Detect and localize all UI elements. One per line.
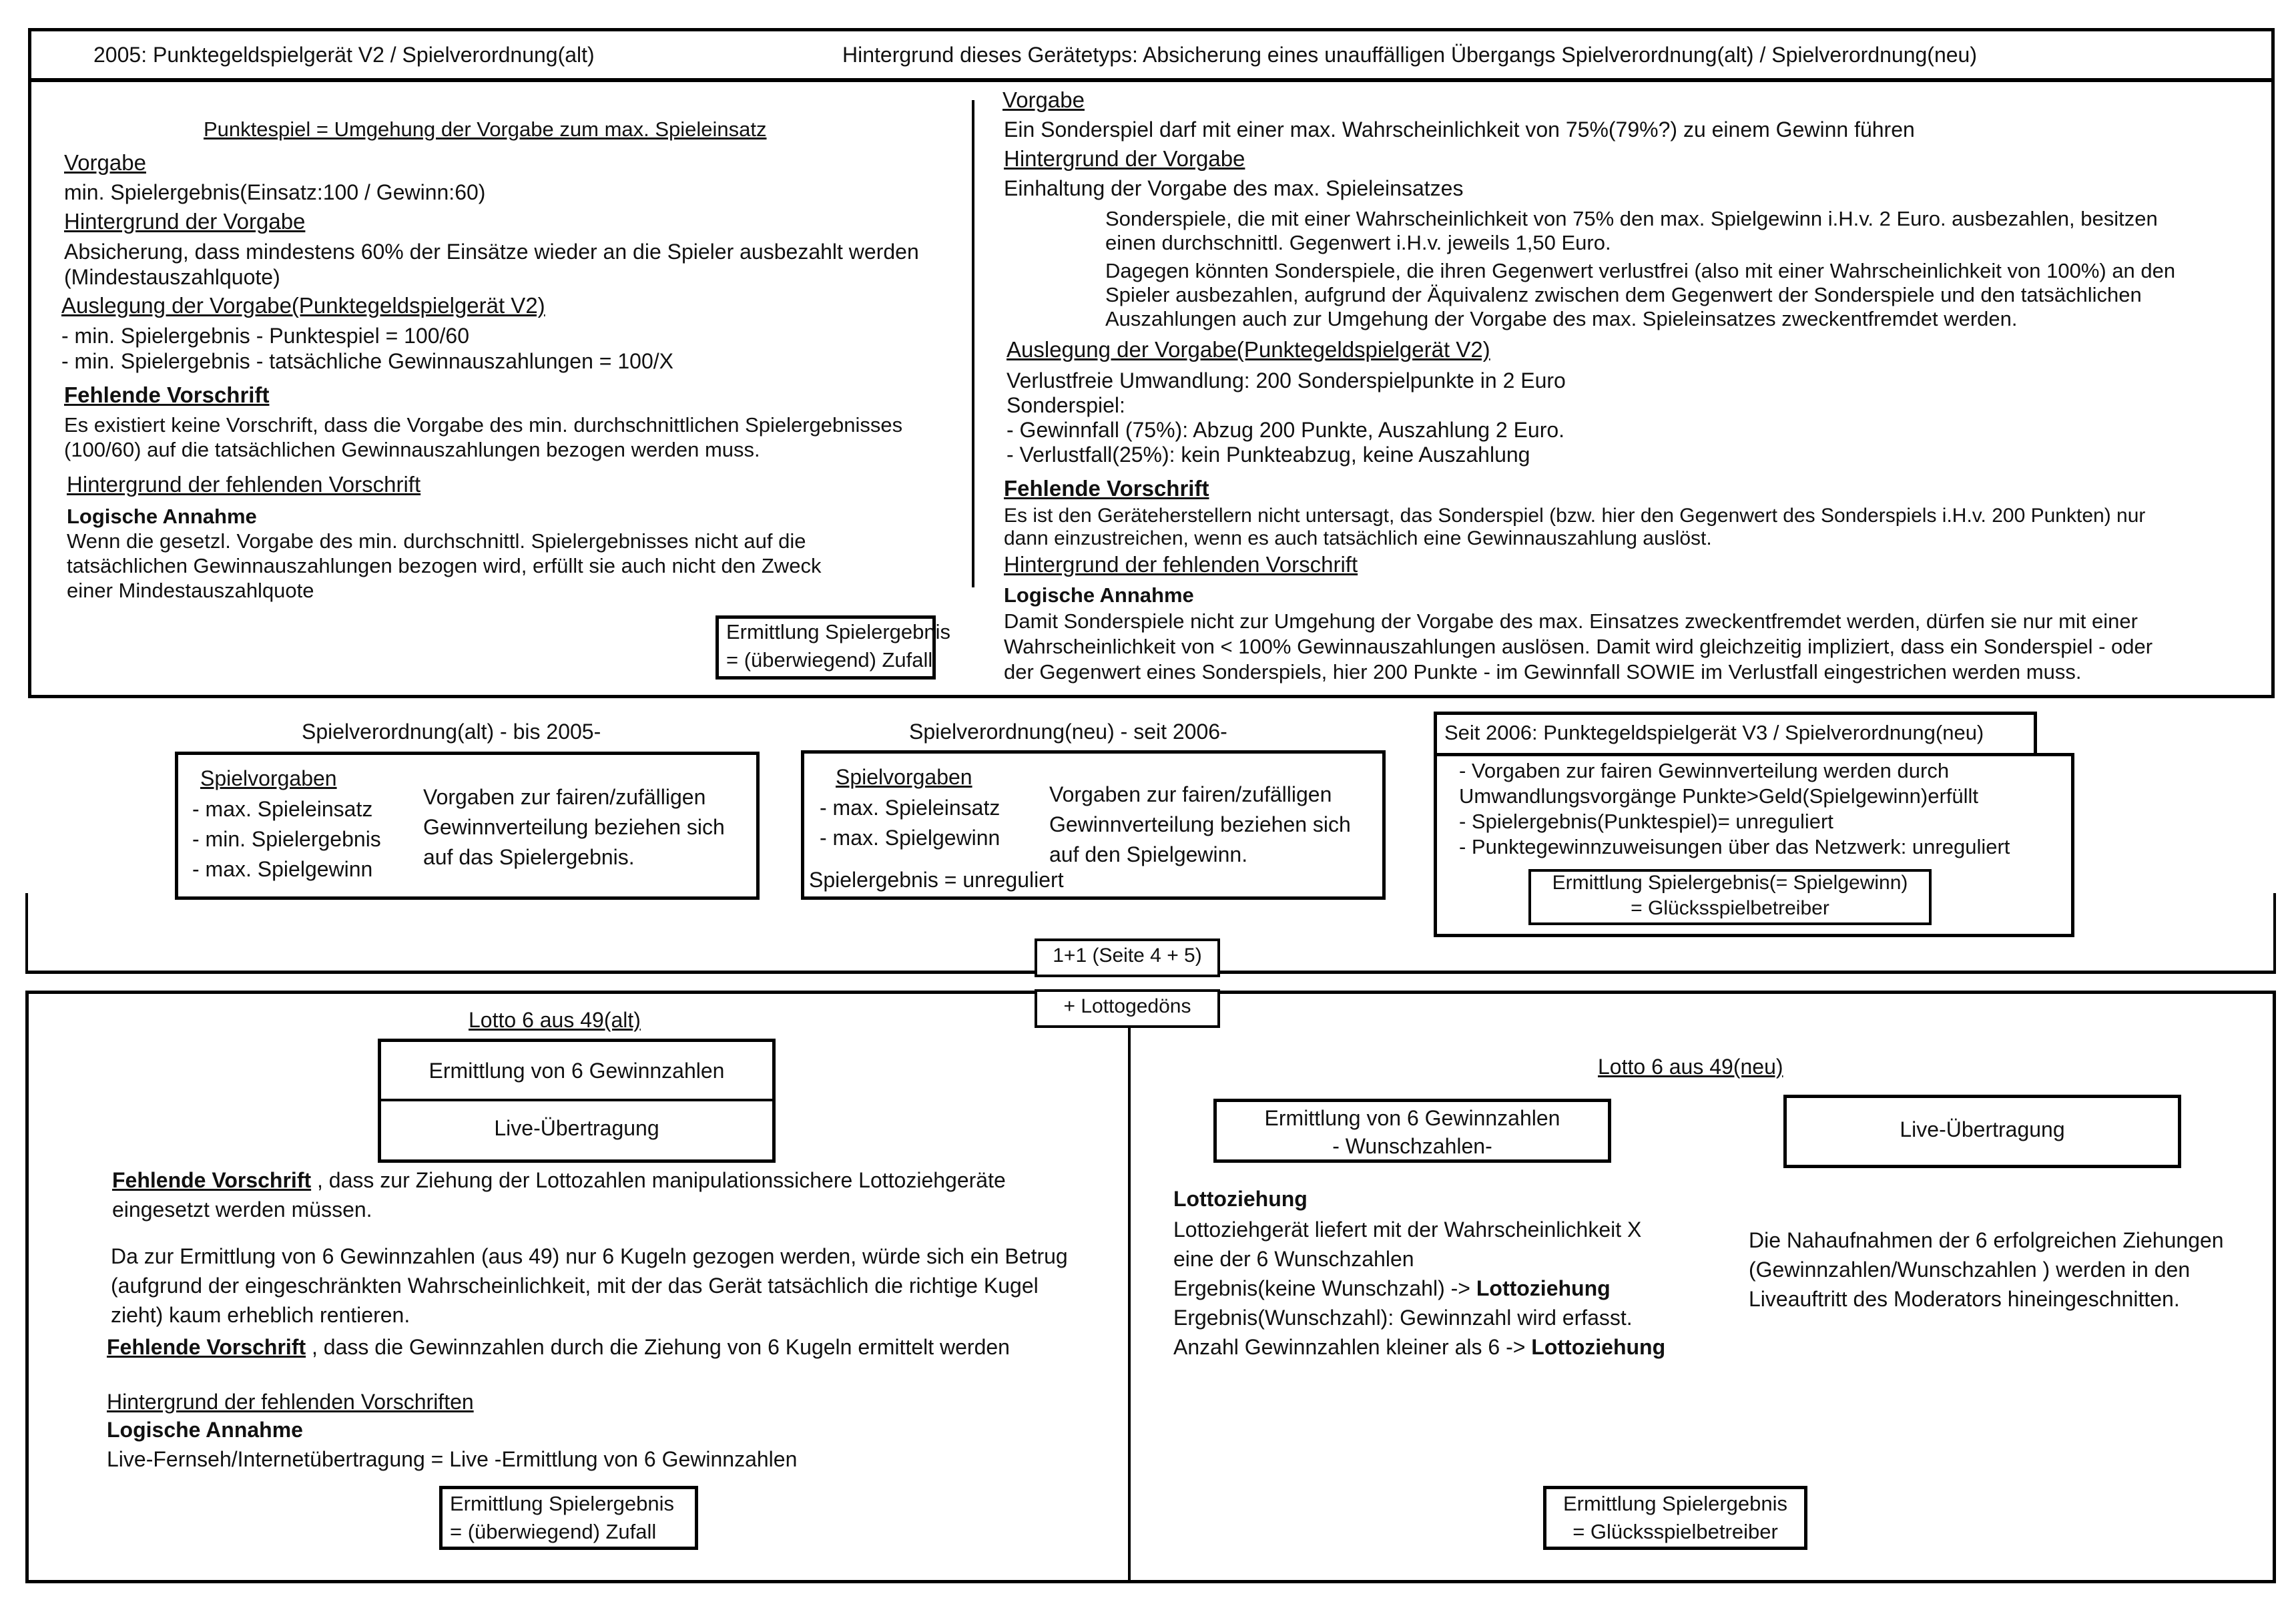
top-right-indent-1: Sonderspiele, die mit einer Wahrscheinlichkeit von 75% den max. Spielgewinn i.H.v. 2 Euro. ausbezahlen, besitzen einen durchschnittl. Gegenwert i.H.v. jeweils 1,50 Euro.	[1105, 207, 2158, 254]
v3-title: Seit 2006: Punktegeldspielgerät V3 / Spielverordnung(neu)	[1444, 721, 1984, 744]
alt-note: Vorgaben zur fairen/zufälligen Gewinnverteilung beziehen sich auf das Spielergebnis.	[423, 785, 725, 869]
lotto-alt-fehlende-2-bold: Fehlende Vorschrift	[107, 1335, 306, 1359]
top-left-fehlende-heading: Fehlende Vorschrift	[64, 382, 270, 407]
top-left-ermittlung-text: Ermittlung Spielergebnis = (überwiegend) Zufall	[726, 620, 951, 672]
lotto-neu-box-1-text: Ermittlung von 6 Gewinnzahlen - Wunschzahlen-	[1264, 1106, 1560, 1158]
alt-heading: Spielvorgaben	[200, 766, 337, 790]
lotto-alt-fehlende-1-bold: Fehlende Vorschrift	[112, 1168, 312, 1192]
lotto-neu-line-5	[1173, 1335, 1665, 1359]
top-left-auslegung-text: - min. Spielergebnis - Punktespiel = 100/60 - min. Spielergebnis - tatsächliche Gewinnauszahlungen = 100/X	[61, 324, 673, 373]
top-left-logische-text: Wenn die gesetzl. Vorgabe des min. durchschnittl. Spielergebnisses nicht auf die tatsächlichen Gewinnauszahlungen bezogen wird, erfüllt sie auch nicht den Zweck einer Mindestauszahlquote	[67, 529, 822, 602]
top-header-right: Hintergrund dieses Gerätetyps: Absicherung eines unauffälligen Übergangs Spielverordnung(alt) / Spielverordnung(neu)	[842, 43, 1977, 67]
lotto-neu-side-note: Die Nahaufnahmen der 6 erfolgreichen Ziehungen (Gewinnzahlen/Wunschzahlen ) werden in den Liveauftritt des Moderators hineingeschnitten.	[1749, 1228, 2224, 1311]
top-right-auslegung-text: Verlustfreie Umwandlung: 200 Sonderspielpunkte in 2 Euro Sonderspiel: - Gewinnfall (75%): Abzug 200 Punkte, Auszahlung 2 Euro. - Verlustfall(25%): kein Punkteabzug, keine Auszahlung	[1007, 368, 1566, 467]
connector-2: + Lottogedöns	[1063, 995, 1191, 1017]
top-right-vorgabe-heading: Vorgabe	[1002, 87, 1085, 112]
neu-note: Vorgaben zur fairen/zufälligen Gewinnverteilung beziehen sich auf den Spielgewinn.	[1049, 782, 1351, 866]
connector-1: 1+1 (Seite 4 + 5)	[1053, 945, 1202, 967]
bottom-divider	[1128, 1028, 1131, 1583]
neu-heading: Spielvorgaben	[836, 765, 972, 789]
v3-items: - Vorgaben zur fairen Gewinnverteilung werden durch Umwandlungsvorgänge Punkte>Geld(Spielgewinn)erfüllt - Spielergebnis(Punktespiel)= unreguliert - Punktegewinnzuweisungen über das Netzwerk: unreguliert	[1459, 759, 2010, 858]
top-right-hfv-heading: Hintergrund der fehlenden Vorschrift	[1004, 552, 1358, 577]
lotto-neu-ermittlung: Ermittlung Spielergebnis = Glücksspielbetreiber	[1562, 1492, 1787, 1543]
top-right-fehlende-heading: Fehlende Vorschrift	[1004, 476, 1209, 501]
top-right-logische-heading: Logische Annahme	[1004, 583, 1194, 607]
lotto-alt-logische-text: Live-Fernseh/Internetübertragung = Live -Ermittlung von 6 Gewinnzahlen	[107, 1447, 798, 1471]
lotto-alt-fehlende-2	[107, 1335, 1010, 1359]
lotto-alt-title: Lotto 6 aus 49(alt)	[469, 1008, 641, 1032]
lotto-neu-line-5-text: Anzahl Gewinnzahlen kleiner als 6 ->	[1173, 1335, 1532, 1359]
top-left-vorgabe-heading: Vorgabe	[64, 150, 146, 175]
alt-items: - max. Spieleinsatz - min. Spielergebnis - max. Spielgewinn	[192, 797, 381, 881]
top-right-hintergrund-text: Einhaltung der Vorgabe des max. Spieleinsatzes	[1004, 176, 1464, 200]
lotto-neu-line-2: eine der 6 Wunschzahlen	[1173, 1247, 1414, 1271]
top-left-auslegung-heading: Auslegung der Vorgabe(Punktegeldspielgerät V2)	[61, 293, 545, 318]
top-left-hfv-heading: Hintergrund der fehlenden Vorschrift	[67, 472, 421, 497]
top-left-hintergrund-text: Absicherung, dass mindestens 60% der Einsätze wieder an die Spieler ausbezahlt werden (Mindestauszahlquote)	[64, 240, 919, 289]
lotto-neu-line-3-text: Ergebnis(keine Wunschzahl) ->	[1173, 1276, 1476, 1300]
lotto-alt-fehlende-1	[112, 1168, 1006, 1192]
top-right-logische-text: Damit Sonderspiele nicht zur Umgehung der Vorgabe des max. Einsatzes zweckentfremdet werden, dürfen sie nur mit einer Wahrscheinlichkeit von < 100% Gewinnauszahlungen auslösen. Damit wird gleichzeitig impliziert, dass ein Sonderspiel - oder der Gegenwert eines Sonderspiels, hier 200 Punkte - im Gewinnfall SOWIE im Verlustfall eingestrichen werden muss.	[1004, 609, 2153, 684]
top-divider	[972, 100, 974, 587]
neu-items: - max. Spieleinsatz - max. Spielgewinn	[820, 796, 1000, 850]
lotto-alt-fehlende-1-text: , dass zur Ziehung der Lottozahlen manipulationssichere Lottoziehgeräte	[311, 1168, 1006, 1192]
top-left-hintergrund-heading: Hintergrund der Vorgabe	[64, 209, 306, 234]
lotto-neu-title: Lotto 6 aus 49(neu)	[1598, 1055, 1783, 1079]
top-header-left: 2005: Punktegeldspielgerät V2 / Spielverordnung(alt)	[93, 43, 595, 67]
lotto-alt-box-divider	[378, 1099, 776, 1101]
middle-right-rail	[2273, 893, 2276, 973]
lotto-neu-line-5-bold: Lottoziehung	[1531, 1335, 1666, 1359]
lotto-alt-fehlende-2-text: , dass die Gewinnzahlen durch die Ziehung von 6 Kugeln ermittelt werden	[306, 1335, 1010, 1359]
top-left-logische-heading: Logische Annahme	[67, 505, 257, 528]
lotto-alt-ermittlung: Ermittlung Spielergebnis = (überwiegend) Zufall	[450, 1492, 675, 1543]
alt-title: Spielverordnung(alt) - bis 2005-	[302, 720, 601, 744]
middle-left-rail	[25, 893, 28, 973]
v3-ermittlung: Ermittlung Spielergebnis(= Spielgewinn) = Glücksspielbetreiber	[1552, 872, 1908, 919]
neu-title: Spielverordnung(neu) - seit 2006-	[909, 720, 1227, 744]
top-left-vorgabe-text: min. Spielergebnis(Einsatz:100 / Gewinn:60)	[64, 180, 486, 204]
lotto-neu-line-4: Ergebnis(Wunschzahl): Gewinnzahl wird erfasst.	[1173, 1306, 1633, 1330]
top-right-fehlende-text: Es ist den Geräteherstellern nicht untersagt, das Sonderspiel (bzw. hier den Gegenwert des Sonderspiels i.H.v. 200 Punkten) nur dann einzustreichen, wenn es auch tatsächlich eine Gewinnauszahlung auslöst.	[1004, 505, 2146, 549]
top-left-fehlende-text: Es existiert keine Vorschrift, dass die Vorgabe des min. durchschnittlichen Spielergebnisses (100/60) auf die tatsächlichen Gewinnauszahlungen bezogen werden muss.	[64, 413, 903, 461]
neu-footer: Spielergebnis = unreguliert	[809, 868, 1064, 892]
lotto-neu-line-1: Lottoziehgerät liefert mit der Wahrscheinlichkeit X	[1173, 1218, 1642, 1242]
top-right-auslegung-heading: Auslegung der Vorgabe(Punktegeldspielgerät V2)	[1007, 337, 1490, 362]
lotto-alt-fehlende-1-cont: eingesetzt werden müssen.	[112, 1197, 372, 1222]
lotto-alt-box-2: Live-Übertragung	[494, 1116, 659, 1140]
top-right-vorgabe-text: Ein Sonderspiel darf mit einer max. Wahrscheinlichkeit von 75%(79%?) zu einem Gewinn führen	[1004, 117, 1915, 142]
lotto-neu-lottoziehung-heading: Lottoziehung	[1173, 1187, 1308, 1211]
lotto-alt-hfv-heading: Hintergrund der fehlenden Vorschriften	[107, 1390, 474, 1414]
lotto-alt-logische-heading: Logische Annahme	[107, 1418, 303, 1442]
lotto-neu-box-2-text: Live-Übertragung	[1900, 1117, 2065, 1141]
top-right-hintergrund-heading: Hintergrund der Vorgabe	[1004, 146, 1245, 171]
lotto-neu-line-3	[1173, 1276, 1611, 1300]
lotto-neu-line-3-bold: Lottoziehung	[1476, 1276, 1611, 1300]
lotto-alt-paragraph: Da zur Ermittlung von 6 Gewinnzahlen (aus 49) nur 6 Kugeln gezogen werden, würde sich ein Betrug (aufgrund der eingeschränkten Wahrscheinlichkeit, mit der das Gerät tatsächlich die richtige Kugel zieht) kaum erheblich rentieren.	[111, 1244, 1068, 1327]
top-right-indent-2: Dagegen könnten Sonderspiele, die ihren Gegenwert verlustfrei (also mit einer Wahrscheinlichkeit von 100%) an den Spieler ausbezahlen, aufgrund der Äquivalenz zwischen dem Gegenwert der Sonderspiele und den tatsächlichen Auszahlungen auch zur Umgehung der Vorgabe des max. Spieleinsatzes zweckentfremdet werden.	[1105, 259, 2176, 330]
lotto-alt-box-1: Ermittlung von 6 Gewinnzahlen	[428, 1059, 725, 1083]
top-left-title: Punktespiel = Umgehung der Vorgabe zum max. Spieleinsatz	[204, 117, 767, 141]
